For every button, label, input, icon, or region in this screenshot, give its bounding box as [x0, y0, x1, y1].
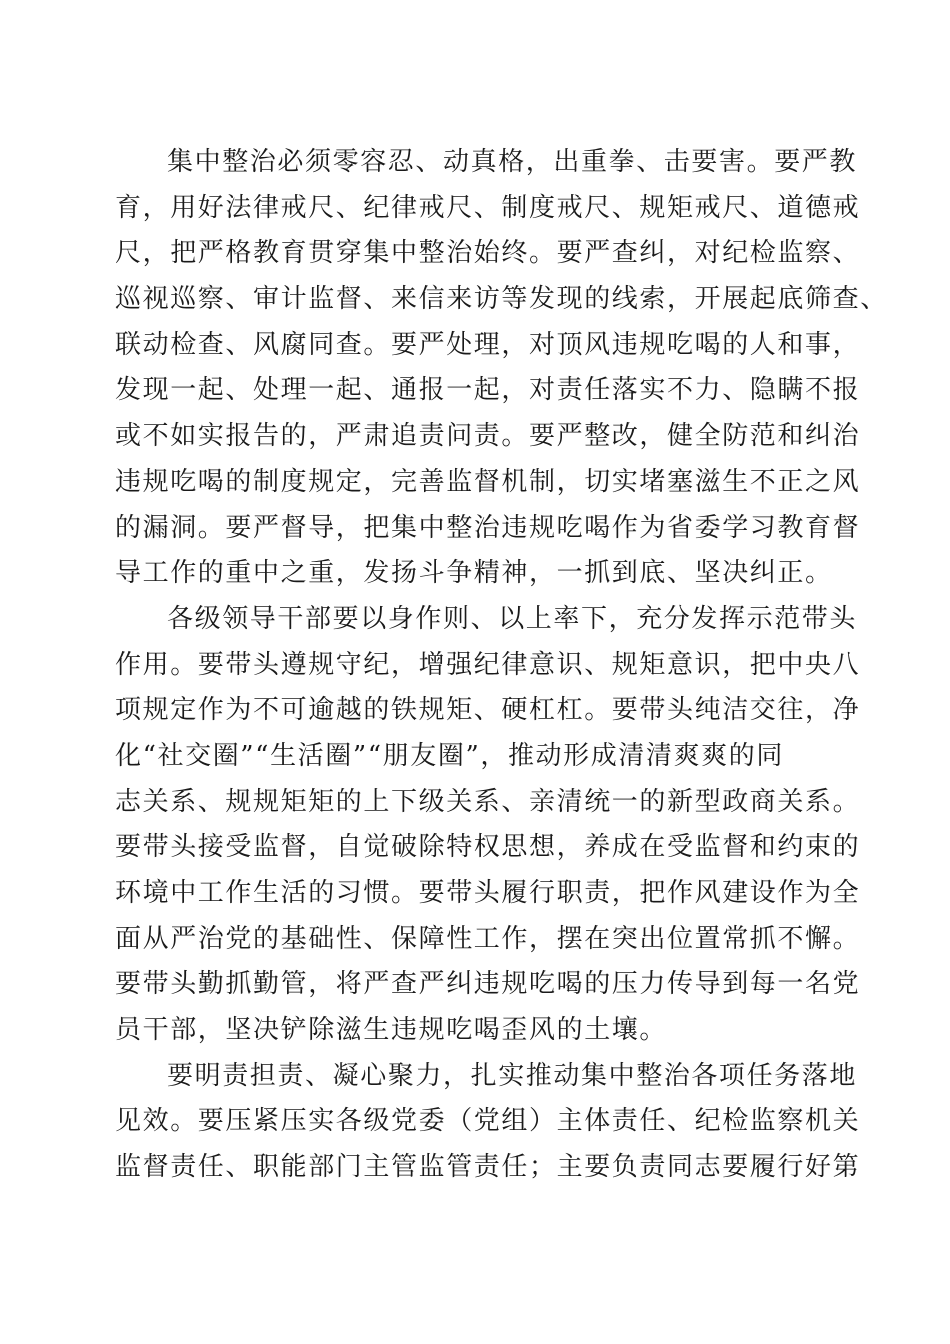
paragraph-line: 巡视巡察、审计监督、来信来访等发现的线索，开展起底筛查、 [115, 284, 888, 315]
paragraph-line: 各级领导干部要以身作则、以上率下，充分发挥示范带头 [167, 603, 858, 634]
paragraph-line: 环境中工作生活的习惯。要带头履行职责，把作风建设作为全 [115, 878, 861, 908]
paragraph-line: 发现一起、处理一起、通报一起，对责任落实不力、隐瞒不报 [115, 375, 861, 406]
paragraph-line: 监督责任、职能部门主管监管责任；主要负责同志要履行好第 [115, 1152, 861, 1183]
paragraph-line: 的漏洞。要严督导，把集中整治违规吃喝作为省委学习教育督 [115, 512, 861, 543]
paragraph-line: 集中整治必须零容忍、动真格，出重拳、击要害。要严教 [167, 147, 858, 177]
paragraph-line: 尺，把严格教育贯穿集中整治始终。要严查纠，对纪检监察、 [115, 238, 861, 269]
paragraph-line: 化“社交圈”“生活圈”“朋友圈”，推动形成清清爽爽的同 [115, 740, 784, 771]
paragraph-line: 导工作的重中之重，发扬斗争精神，一抓到底、坚决纠正。 [115, 558, 833, 589]
paragraph-1 [115, 140, 888, 597]
paragraph-line: 联动检查、风腐同查。要严处理，对顶风违规吃喝的人和事， [115, 329, 861, 360]
paragraph-line: 见效。要压紧压实各级党委（党组）主体责任、纪检监察机关 [115, 1106, 861, 1137]
paragraph-line: 志关系、规规矩矩的上下级关系、亲清统一的新型政商关系。 [115, 786, 861, 817]
paragraph-2 [115, 597, 861, 1054]
paragraph-line: 育，用好法律戒尺、纪律戒尺、制度戒尺、规矩戒尺、道德戒 [115, 192, 861, 223]
paragraph-line: 面从严治党的基础性、保障性工作，摆在突出位置常抓不懈。 [115, 923, 861, 954]
paragraph-line: 要带头接受监督，自觉破除特权思想，养成在受监督和约束的 [115, 832, 861, 863]
document-body [115, 140, 888, 1191]
paragraph-line: 或不如实报告的，严肃追责问责。要严整改，健全防范和纠治 [115, 421, 861, 452]
paragraph-line: 作用。要带头遵规守纪，增强纪律意识、规矩意识，把中央八 [115, 649, 861, 680]
paragraph-3 [115, 1054, 861, 1191]
paragraph-line: 要明责担责、凝心聚力，扎实推动集中整治各项任务落地 [167, 1060, 858, 1091]
paragraph-line: 员干部，坚决铲除滋生违规吃喝歪风的土壤。 [115, 1015, 668, 1046]
paragraph-line: 项规定作为不可逾越的铁规矩、硬杠杠。要带头纯洁交往，净 [115, 695, 861, 726]
paragraph-line: 违规吃喝的制度规定，完善监督机制，切实堵塞滋生不正之风 [115, 466, 861, 497]
paragraph-line: 要带头勤抓勤管，将严查严纠违规吃喝的压力传导到每一名党 [115, 969, 861, 1000]
